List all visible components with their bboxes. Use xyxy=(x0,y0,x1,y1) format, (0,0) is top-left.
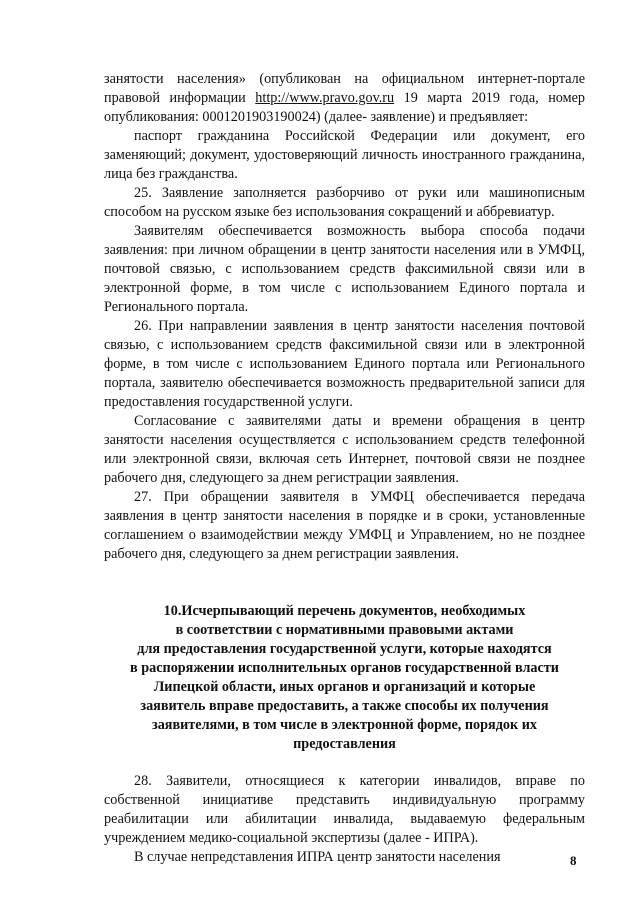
section-10-heading xyxy=(104,602,585,754)
heading-line: заявителями, в том числе в электронной форме, порядок их xyxy=(152,717,537,733)
heading-line: предоставления xyxy=(293,736,396,752)
heading-line: в распоряжении исполнительных органов государственной власти xyxy=(130,660,559,676)
paragraph-28: 28. Заявители, относящиеся к категории инвалидов, вправе по собственной инициативе представить индивидуальную программу реабилитации или абилитации инвалида, выдаваемую федеральным учреждением медико-социальной экспертизы (далее - ИПРА). xyxy=(104,773,585,846)
document-body xyxy=(104,70,585,867)
paragraph-appointment: Согласование с заявителями даты и времени обращения в центр занятости населения осуществляется с использованием средств телефонной или электронной связи, включая сеть Интернет, почтовой связи не позднее рабочего дня, следующего за днем регистрации заявления. xyxy=(104,413,585,486)
heading-line: для предоставления государственной услуги, которые находятся xyxy=(137,641,552,657)
heading-line: Липецкой области, иных органов и организаций и которые xyxy=(153,679,536,695)
paragraph-intro: занятости населения» (опубликован на официальном интернет-портале правовой информации http://www.pravo.gov.ru 19 марта 2019 года, номер опубликования: 0001201903190024) (далее- заявление) и предъявляет: xyxy=(104,71,585,125)
paragraph-27: 27. При обращении заявителя в УМФЦ обеспечивается передача заявления в центр занятости населения в порядке и в сроки, установленные соглашением о взаимодействии между УМФЦ и Управлением, но не позднее рабочего дня, следующего за днем регистрации заявления. xyxy=(104,489,585,562)
paragraph-passport: паспорт гражданина Российской Федерации или документ, его заменяющий; документ, удостоверяющий личность иностранного гражданина, лица без гражданства. xyxy=(104,128,585,182)
paragraph-25: 25. Заявление заполняется разборчиво от руки или машинописным способом на русском языке без использования сокращений и аббревиатур. xyxy=(104,185,585,220)
heading-line: заявитель вправе предоставить, а также способы их получения xyxy=(140,698,549,714)
paragraph-26: 26. При направлении заявления в центр занятости населения почтовой связью, с использованием средств факсимильной связи или в электронной форме, в том числе с использованием Единого портала или Регионального портала, заявителю обеспечивается возможность предварительной записи для предоставления государственной услуги. xyxy=(104,318,585,410)
paragraph-ipra-missing: В случае непредставления ИПРА центр занятости населения xyxy=(134,849,501,865)
page-number: 8 xyxy=(570,853,577,868)
pravo-link[interactable]: http://www.pravo.gov.ru xyxy=(255,90,395,106)
heading-line: в соответствии с нормативными правовыми актами xyxy=(175,622,514,638)
paragraph-submission-methods: Заявителям обеспечивается возможность выбора способа подачи заявления: при личном обращении в центр занятости населения или в УМФЦ, почтовой связью, с использованием средств факсимильной связи или в электронной форме, в том числе с использованием Единого портала и Регионального портала. xyxy=(104,223,585,315)
heading-line: 10.Исчерпывающий перечень документов, необходимых xyxy=(163,603,526,619)
